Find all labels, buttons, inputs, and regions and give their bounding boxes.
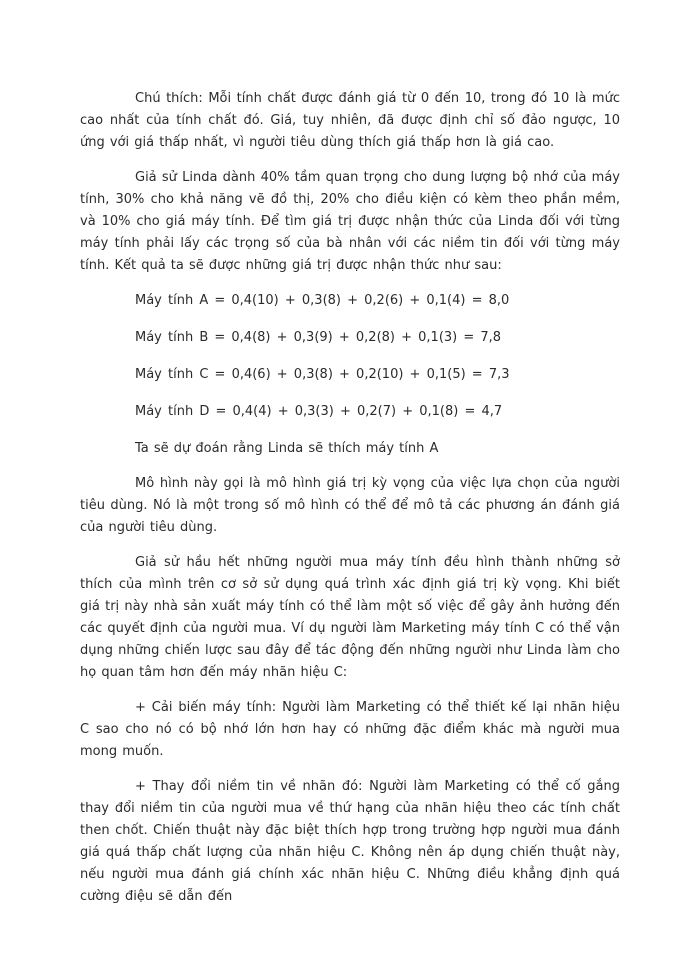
equation-line: Máy tính B = 0,4(8) + 0,3(9) + 0,2(8) + 0,1(3) = 7,8 bbox=[135, 330, 502, 345]
document-content bbox=[80, 88, 620, 921]
paragraph: Chú thích: Mỗi tính chất được đánh giá từ 0 đến 10, trong đó 10 là mức cao nhất của tính chất đó. Giá, tuy nhiên, đã được định chỉ số đảo ngược, 10 ứng với giá thấp nhất, vì người tiêu dùng thích giá thấp hơn là giá cao. bbox=[80, 91, 620, 150]
equation-line: Máy tính A = 0,4(10) + 0,3(8) + 0,2(6) + 0,1(4) = 8,0 bbox=[135, 293, 510, 308]
paragraph: Giả sử hầu hết những người mua máy tính đều hình thành những sở thích của mình trên cơ sở sử dụng quá trình xác định giá trị kỳ vọng. Khi biết giá trị này nhà sản xuất máy tính có thể làm một số việc để gây ảnh hưởng đến các quyết định của người mua. Ví dụ người làm Marketing máy tính C có thể vận dụng những chiến lược sau đây để tác động đến những người như Linda làm cho họ quan tâm hơn đến máy nhãn hiệu C: bbox=[80, 555, 620, 680]
paragraph: Giả sử Linda dành 40% tầm quan trọng cho dung lượng bộ nhớ của máy tính, 30% cho khả năng vẽ đồ thị, 20% cho điều kiện có kèm theo phần mềm, và 10% cho giá máy tính. Để tìm giá trị được nhận thức của Linda đối với từng máy tính phải lấy các trọng số của bà nhân với các niềm tin đối với từng máy tính. Kết quả ta sẽ được những giá trị được nhận thức như sau: bbox=[80, 170, 620, 273]
equation-line: Máy tính C = 0,4(6) + 0,3(8) + 0,2(10) + 0,1(5) = 7,3 bbox=[135, 367, 510, 382]
paragraph: + Cải biến máy tính: Người làm Marketing có thể thiết kế lại nhãn hiệu C sao cho nó có bộ nhớ lớn hơn hay có những đặc điểm khác mà người mua mong muốn. bbox=[80, 700, 620, 759]
equation-line: Máy tính D = 0,4(4) + 0,3(3) + 0,2(7) + 0,1(8) = 4,7 bbox=[135, 404, 503, 419]
paragraph: + Thay đổi niềm tin về nhãn đó: Người làm Marketing có thể cố gắng thay đổi niềm tin của người mua về thứ hạng của nhãn hiệu theo các tính chất then chốt. Chiến thuật này đặc biệt thích hợp trong trường hợp người mua đánh giá quá thấp chất lượng của nhãn hiệu C. Không nên áp dụng chiến thuật này, nếu người mua đánh giá chính xác nhãn hiệu C. Những điều khẳng định quá cường điệu sẽ dẫn đến bbox=[80, 779, 620, 904]
paragraph: Ta sẽ dự đoán rằng Linda sẽ thích máy tính A bbox=[135, 441, 439, 456]
paragraph: Mô hình này gọi là mô hình giá trị kỳ vọng của việc lựa chọn của người tiêu dùng. Nó là một trong số mô hình có thể để mô tả các phương án đánh giá của người tiêu dùng. bbox=[80, 476, 620, 535]
